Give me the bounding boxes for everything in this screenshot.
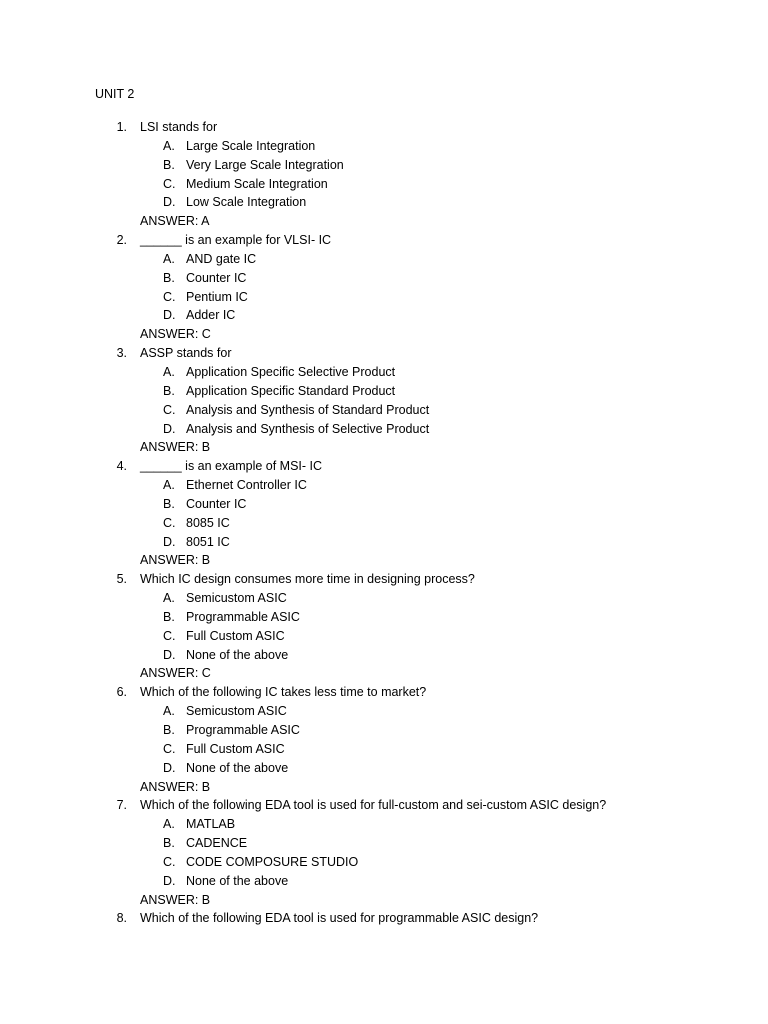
- option-text: Pentium IC: [186, 289, 248, 304]
- answer-option: [0, 589, 768, 608]
- answer-option: [0, 533, 768, 552]
- option-text: Adder IC: [186, 308, 236, 323]
- question-6: [0, 683, 768, 796]
- option-text: Application Specific Standard Product: [186, 383, 396, 398]
- option-letter: B.: [163, 609, 175, 624]
- answer-key: ANSWER: B: [140, 440, 211, 455]
- question-2: [0, 231, 768, 344]
- option-text: Medium Scale Integration: [186, 176, 328, 191]
- option-text: Programmable ASIC: [186, 609, 300, 624]
- answer-option: [0, 834, 768, 853]
- option-text: CODE COMPOSURE STUDIO: [186, 854, 359, 869]
- option-letter: B.: [163, 496, 175, 511]
- option-letter: B.: [163, 723, 175, 737]
- question-number: 3.: [116, 346, 127, 361]
- option-letter: D.: [163, 873, 176, 888]
- answer-option: [0, 646, 768, 665]
- option-letter: B.: [163, 836, 175, 851]
- option-text: Analysis and Synthesis of Standard Product: [186, 402, 430, 417]
- question-7: [0, 796, 768, 909]
- question-line: [0, 909, 768, 928]
- answer-line: [0, 325, 768, 344]
- question-line: [0, 796, 768, 815]
- option-text: Analysis and Synthesis of Selective Product: [186, 421, 430, 436]
- answer-option: [0, 702, 768, 721]
- question-number: 1.: [116, 120, 127, 134]
- option-text: Counter IC: [186, 496, 247, 511]
- unit-title: UNIT 2: [95, 87, 135, 101]
- answer-line: [0, 212, 768, 231]
- answer-option: [0, 156, 768, 175]
- option-text: Very Large Scale Integration: [186, 157, 344, 172]
- option-text: MATLAB: [186, 817, 236, 832]
- option-letter: A.: [163, 591, 175, 606]
- question-number: 4.: [116, 459, 127, 474]
- answer-option: [0, 175, 768, 194]
- answer-option: [0, 306, 768, 325]
- answer-option: [0, 872, 768, 891]
- option-letter: D.: [163, 534, 176, 549]
- option-letter: D.: [163, 647, 176, 662]
- option-letter: C.: [163, 628, 176, 643]
- answer-key: ANSWER: B: [140, 892, 211, 907]
- answer-option: [0, 137, 768, 156]
- option-letter: B.: [163, 270, 175, 285]
- answer-option: [0, 250, 768, 269]
- question-text: Which of the following EDA tool is used for full-custom and sei-custom ASIC design?: [140, 798, 607, 813]
- question-line: [0, 118, 768, 137]
- question-8: [0, 909, 768, 928]
- option-text: Low Scale Integration: [186, 195, 307, 210]
- answer-option: [0, 514, 768, 533]
- option-text: CADENCE: [186, 836, 248, 851]
- option-text: None of the above: [186, 647, 289, 662]
- option-text: Counter IC: [186, 270, 247, 285]
- question-line: [0, 683, 768, 702]
- answer-line: [0, 778, 768, 797]
- question-line: [0, 570, 768, 589]
- option-text: None of the above: [186, 760, 289, 775]
- option-letter: A.: [163, 817, 175, 832]
- option-letter: A.: [163, 704, 175, 719]
- option-text: 8051 IC: [186, 534, 230, 549]
- option-text: Full Custom ASIC: [186, 628, 285, 643]
- option-letter: C.: [163, 515, 176, 530]
- answer-option: [0, 815, 768, 834]
- question-line: [0, 344, 768, 363]
- answer-option: [0, 476, 768, 495]
- option-letter: D.: [163, 195, 176, 210]
- option-text: Full Custom ASIC: [186, 741, 285, 756]
- answer-line: [0, 551, 768, 570]
- question-text: ______ is an example of MSI- IC: [140, 459, 323, 474]
- option-letter: B.: [163, 383, 175, 398]
- answer-option: [0, 193, 768, 212]
- answer-option: [0, 363, 768, 382]
- option-letter: C.: [163, 176, 176, 191]
- answer-line: [0, 664, 768, 683]
- option-letter: A.: [163, 364, 175, 379]
- question-1: [0, 118, 768, 231]
- question-text: LSI stands for: [140, 120, 218, 134]
- answer-key: ANSWER: A: [140, 214, 210, 229]
- answer-option: [0, 740, 768, 759]
- answer-key: ANSWER: B: [140, 553, 211, 568]
- option-text: AND gate IC: [186, 251, 257, 266]
- answer-option: [0, 495, 768, 514]
- answer-option: [0, 288, 768, 307]
- answer-option: [0, 420, 768, 439]
- answer-key: ANSWER: B: [140, 779, 211, 794]
- question-number: 6.: [116, 685, 127, 700]
- question-text: ASSP stands for: [140, 346, 232, 361]
- option-text: Semicustom ASIC: [186, 704, 287, 719]
- question-text: ______ is an example for VLSI- IC: [140, 233, 332, 248]
- option-letter: D.: [163, 421, 176, 436]
- question-text: Which IC design consumes more time in designing process?: [140, 572, 475, 587]
- option-letter: D.: [163, 308, 176, 323]
- question-line: [0, 231, 768, 250]
- question-text: Which of the following EDA tool is used for programmable ASIC design?: [140, 911, 539, 926]
- option-letter: A.: [163, 478, 175, 493]
- question-3: [0, 344, 768, 457]
- answer-key: ANSWER: C: [140, 327, 211, 342]
- question-5: [0, 570, 768, 683]
- question-line: [0, 457, 768, 476]
- answer-line: [0, 891, 768, 910]
- question-number: 5.: [116, 572, 127, 587]
- question-number: 8.: [116, 911, 127, 926]
- option-letter: C.: [163, 741, 176, 756]
- option-text: Application Specific Selective Product: [186, 364, 396, 379]
- question-list: [0, 118, 768, 928]
- answer-key: ANSWER: C: [140, 666, 211, 681]
- answer-option: [0, 853, 768, 872]
- answer-option: [0, 382, 768, 401]
- option-text: Ethernet Controller IC: [186, 478, 307, 493]
- question-number: 7.: [116, 798, 127, 813]
- answer-option: [0, 269, 768, 288]
- answer-option: [0, 759, 768, 778]
- option-letter: C.: [163, 402, 176, 417]
- answer-option: [0, 608, 768, 627]
- question-number: 2.: [116, 233, 127, 248]
- option-letter: C.: [163, 854, 176, 869]
- question-4: [0, 457, 768, 570]
- option-text: Programmable ASIC: [186, 723, 300, 737]
- option-letter: B.: [163, 157, 175, 172]
- option-text: Large Scale Integration: [186, 138, 316, 153]
- question-text: Which of the following IC takes less time to market?: [140, 685, 427, 700]
- option-letter: A.: [163, 138, 175, 153]
- answer-line: [0, 438, 768, 457]
- option-letter: D.: [163, 760, 176, 775]
- answer-option: [0, 401, 768, 420]
- option-letter: A.: [163, 251, 175, 266]
- option-text: Semicustom ASIC: [186, 591, 287, 606]
- answer-option: [0, 627, 768, 646]
- option-letter: C.: [163, 289, 176, 304]
- option-text: 8085 IC: [186, 515, 230, 530]
- option-text: None of the above: [186, 873, 289, 888]
- answer-option: [0, 721, 768, 740]
